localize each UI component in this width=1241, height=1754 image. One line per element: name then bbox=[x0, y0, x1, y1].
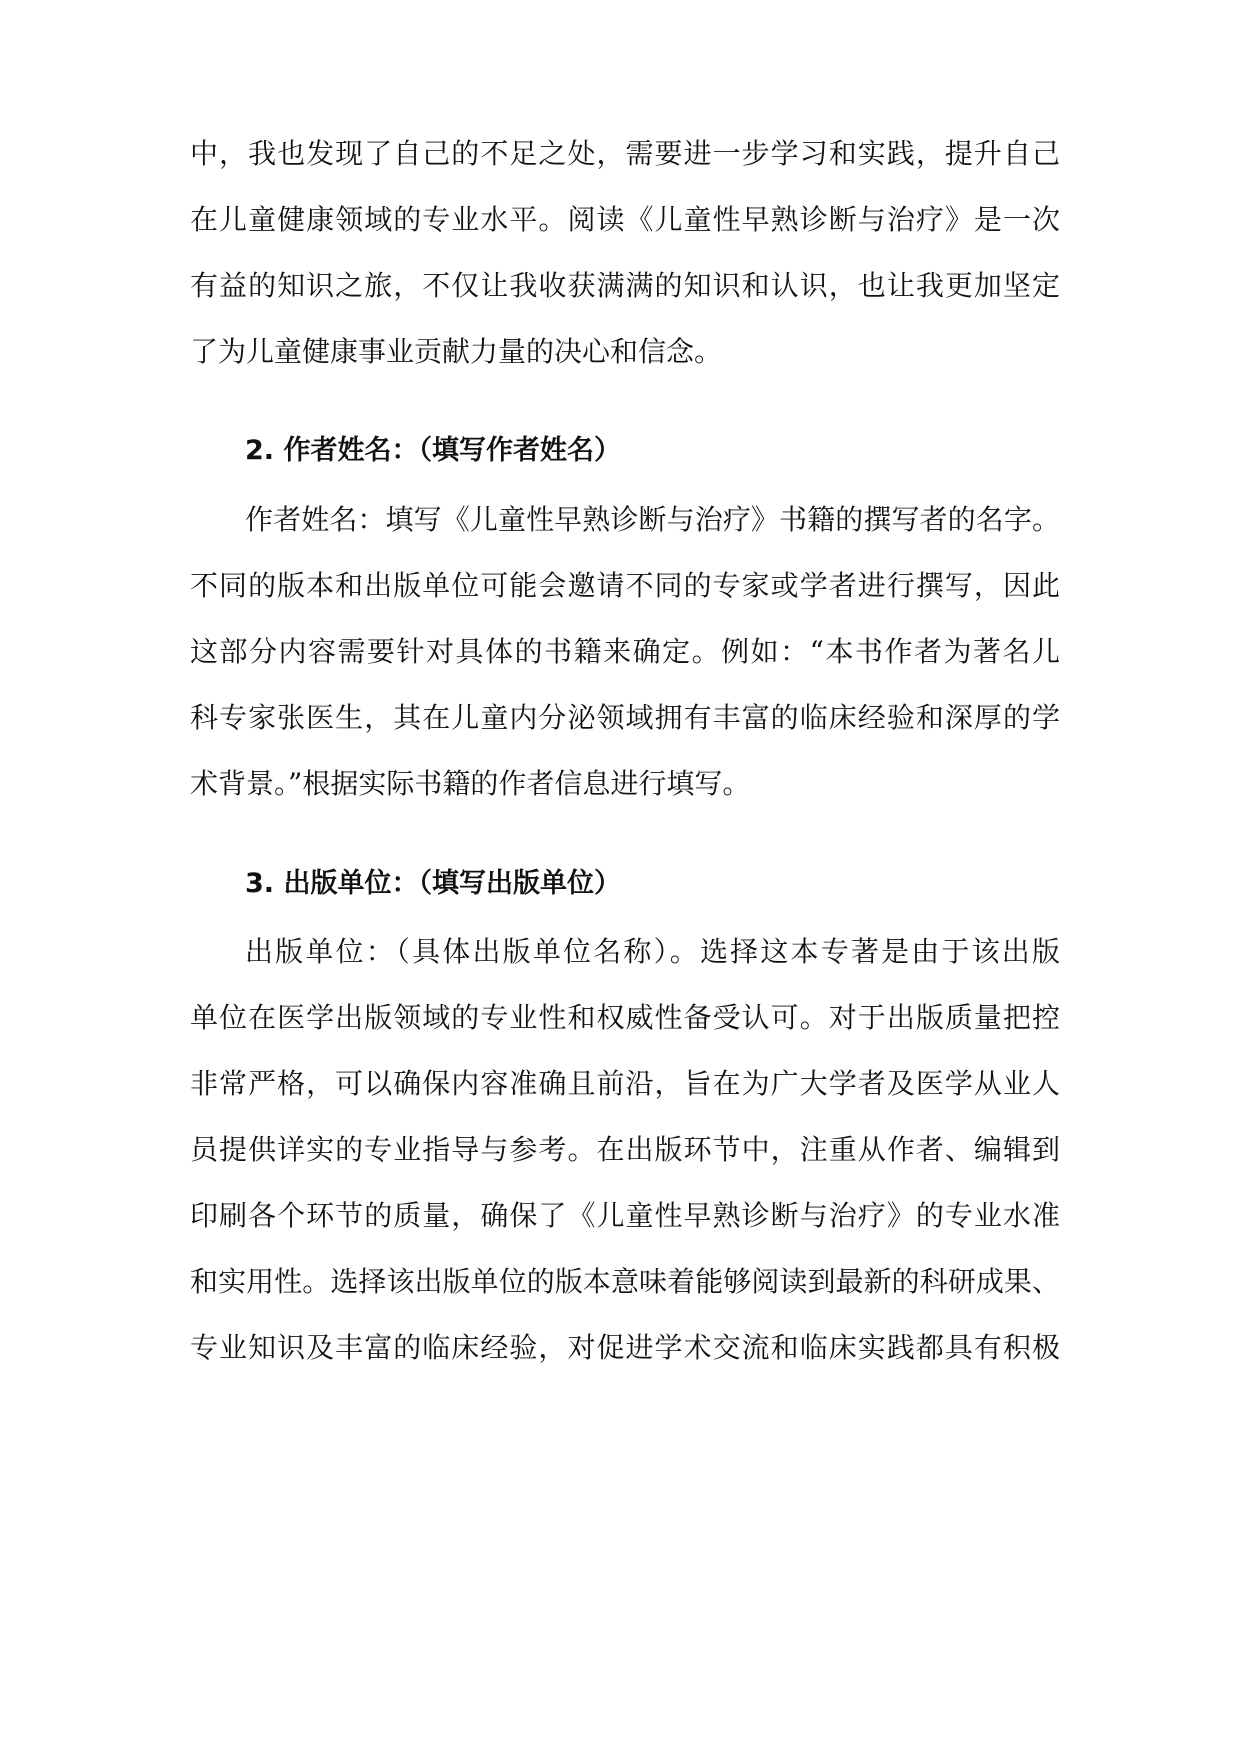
paragraph-line: 术背景。”根据实际书籍的作者信息进行填写。 bbox=[190, 767, 751, 800]
paragraph-line: 印刷各个环节的质量，确保了《儿童性早熟诊断与治疗》的专业水准 bbox=[190, 1199, 1060, 1232]
paragraph-line: 员提供详实的专业指导与参考。在出版环节中，注重从作者、编辑到 bbox=[190, 1133, 1060, 1166]
paragraph-line: 非常严格，可以确保内容准确且前沿，旨在为广大学者及医学从业人 bbox=[190, 1067, 1060, 1100]
section-heading-publisher: 3. 出版单位：（填写出版单位） bbox=[245, 868, 621, 899]
paragraph-line: 作者姓名：填写《儿童性早熟诊断与治疗》书籍的撰写者的名字。 bbox=[245, 503, 1060, 536]
paragraph-line: 这部分内容需要针对具体的书籍来确定。例如：“本书作者为著名儿 bbox=[190, 635, 1060, 668]
paragraph-line: 出版单位：（具体出版单位名称）。选择这本专著是由于该出版 bbox=[245, 935, 1060, 968]
paragraph-line: 不同的版本和出版单位可能会邀请不同的专家或学者进行撰写，因此 bbox=[190, 569, 1060, 602]
paragraph-line: 了为儿童健康事业贡献力量的决心和信念。 bbox=[190, 335, 723, 368]
paragraph-line: 专业知识及丰富的临床经验，对促进学术交流和临床实践都具有积极 bbox=[190, 1331, 1060, 1364]
paragraph-line: 在儿童健康领域的专业水平。阅读《儿童性早熟诊断与治疗》是一次 bbox=[190, 203, 1060, 236]
paragraph-line: 和实用性。选择该出版单位的版本意味着能够阅读到最新的科研成果、 bbox=[190, 1265, 1060, 1298]
paragraph-line: 有益的知识之旅，不仅让我收获满满的知识和认识，也让我更加坚定 bbox=[190, 269, 1060, 302]
paragraph-line: 单位在医学出版领域的专业性和权威性备受认可。对于出版质量把控 bbox=[190, 1001, 1060, 1034]
paragraph-line: 中，我也发现了自己的不足之处，需要进一步学习和实践，提升自己 bbox=[190, 137, 1060, 170]
paragraph-line: 科专家张医生，其在儿童内分泌领域拥有丰富的临床经验和深厚的学 bbox=[190, 701, 1060, 734]
section-heading-author: 2. 作者姓名：（填写作者姓名） bbox=[245, 435, 621, 466]
